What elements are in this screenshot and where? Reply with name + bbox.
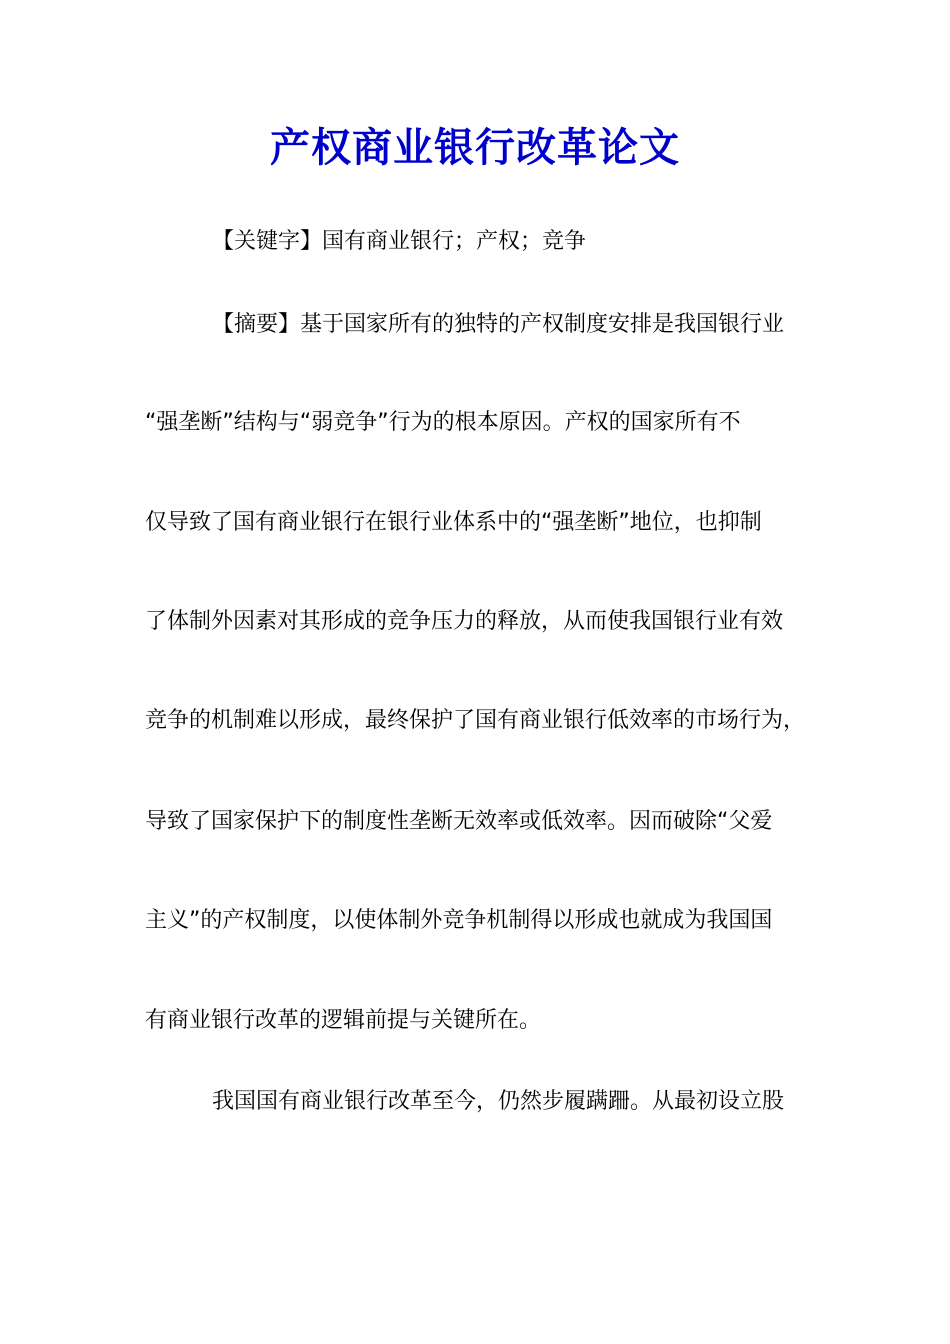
abstract-line-6: 导致了国家保护下的制度性垄断无效率或低效率。因而破除“父爱 xyxy=(145,809,773,834)
abstract-line-3: 仅导致了国有商业银行在银行业体系中的“强垄断”地位，也抑制 xyxy=(145,510,762,535)
abstract-line-2: “强垄断”结构与“弱竞争”行为的根本原因。产权的国家所有不 xyxy=(145,410,741,435)
document-title: 产权商业银行改革论文 xyxy=(270,124,680,171)
abstract-line-1: 【摘要】基于国家所有的独特的产权制度安排是我国银行业 xyxy=(212,312,785,337)
abstract-line-7: 主义”的产权制度，以使体制外竞争机制得以形成也就成为我国国 xyxy=(145,908,773,933)
keywords-line: 【关键字】国有商业银行；产权；竞争 xyxy=(212,229,587,254)
abstract-line-5: 竞争的机制难以形成，最终保护了国有商业银行低效率的市场行为， xyxy=(145,708,806,733)
abstract-line-8: 有商业银行改革的逻辑前提与关键所在。 xyxy=(145,1008,542,1033)
abstract-line-4: 了体制外因素对其形成的竞争压力的释放，从而使我国银行业有效 xyxy=(145,609,784,634)
body-paragraph-line: 我国国有商业银行改革至今，仍然步履蹒跚。从最初设立股 xyxy=(212,1089,785,1114)
